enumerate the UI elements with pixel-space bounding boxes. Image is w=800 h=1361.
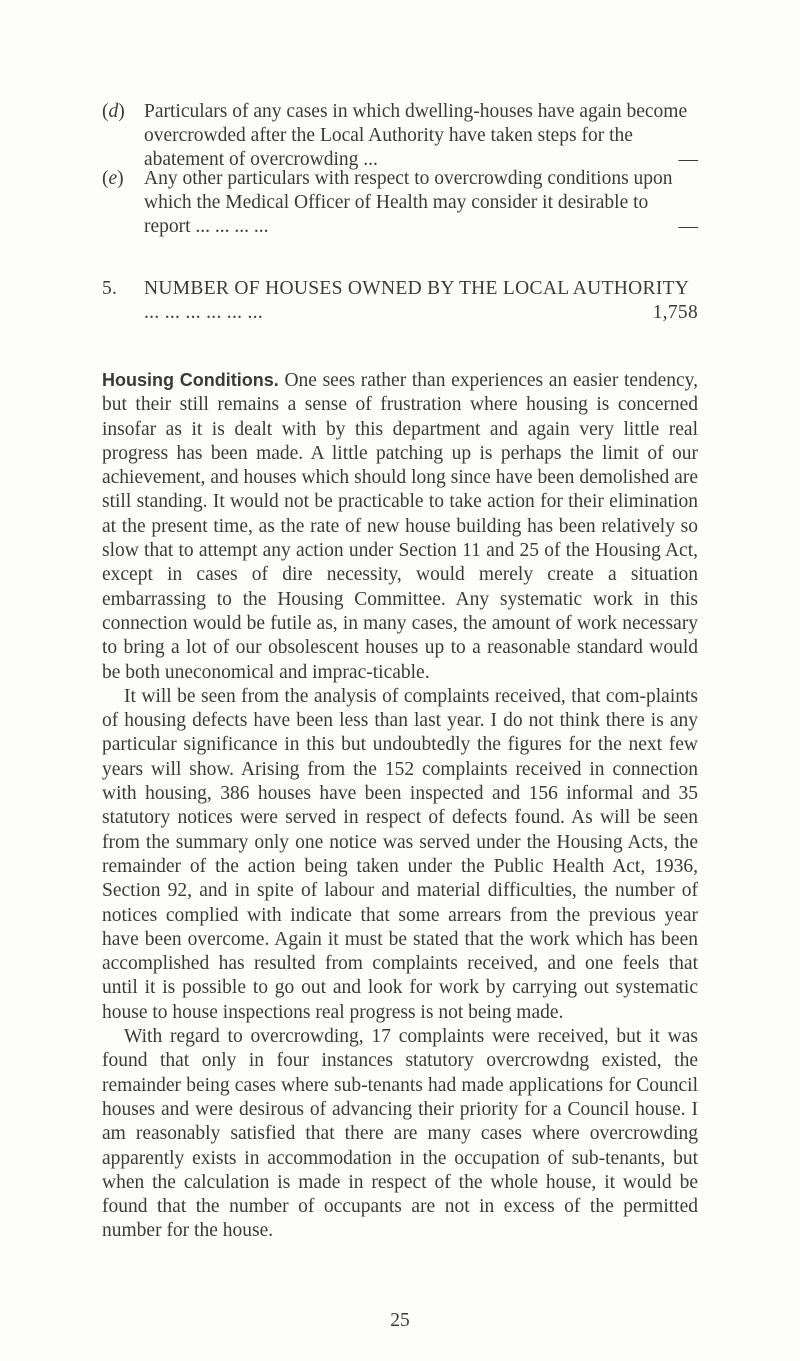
list-item-e — [102, 167, 698, 239]
section-number: 5. — [102, 278, 118, 299]
item-text: Any other particulars with respect to overcrowding conditions upon which the Medical Officer of Health may consider it desirable to report ... ... ... ... — [144, 168, 673, 237]
item-label: (d) — [102, 101, 125, 122]
section-5-heading — [102, 277, 698, 325]
item-label: (e) — [102, 168, 124, 189]
section-value: 1,758 — [652, 302, 698, 323]
paragraph-text: It will be seen from the analysis of complaints received, that com-plaints of housing defects have been less than last year. I do not think there is any particular significance in this but undoubtedly the figures for the next few years will show. Arising from the 152 complaints received in connection with housing, 386 houses have been inspected and 156 informal and 35 statutory notices were served in respect of defects found. As will be seen from the summary only one notice was served under the Housing Acts, the remainder of the action being taken under the Public Health Act, 1936, Section 92, and in spite of labour and material difficulties, the number of notices complied with indicate that some arrears from the previous year have been overcome. Again it must be stated that the work which has been accomplished has resulted from complaints received, and one feels that until it is possible to go out and look for work by carrying out systematic house to house inspections real progress is not being made. — [102, 685, 698, 1023]
paragraph — [102, 1025, 698, 1244]
paragraph-text: With regard to overcrowding, 17 complaints were received, but it was found that only in four instances statutory overcrowdng existed, the remainder being cases where sub-tenants had made applications for Council houses and were desirous of advancing their priority for a Council house. I am reasonably satisfied that there are many cases where overcrowding apparently exists in accommodation in the occupation of sub-tenants, but when the calculation is made in respect of the whole house, it would be found that the number of occupants are not in excess of the permitted number for the house. — [102, 1026, 698, 1242]
paragraph-text: One sees rather than experiences an easier tendency, but their still remains a sense of frustration where housing is concerned insofar as it is dealt with by this department and again very little real progress has been made. A little patching up is perhaps the limit of our achievement, and houses which should long since have been demolished are still standing. It would not be practicable to take action for their elimination at the present time, as the rate of new house building has been relatively so slow that to attempt any action under Section 11 and 25 of the Housing Act, except in cases of dire necessity, would merely create a situation embarrassing to the Housing Committee. Any systematic work in this connection would be futile as, in many cases, the amount of work necessary to bring a lot of our obsolescent houses up to a reasonable standard would be both uneconomical and imprac-ticable. — [102, 370, 698, 683]
page-number: 25 — [390, 1310, 410, 1331]
paragraph — [102, 368, 698, 685]
item-text: Particulars of any cases in which dwelling-houses have again become overcrowded after the Local Authority have taken steps for the abatement of overcrowding ... — [144, 101, 688, 170]
paragraph — [102, 685, 698, 1025]
item-value: — — [678, 149, 698, 170]
item-value: — — [678, 216, 698, 237]
section-title: NUMBER OF HOUSES OWNED BY THE LOCAL AUTHORITY ... ... ... ... ... ... — [144, 278, 689, 323]
list-item-d — [102, 100, 698, 172]
housing-conditions-section — [102, 368, 698, 1244]
paragraph-heading: Housing Conditions. — [102, 370, 279, 390]
